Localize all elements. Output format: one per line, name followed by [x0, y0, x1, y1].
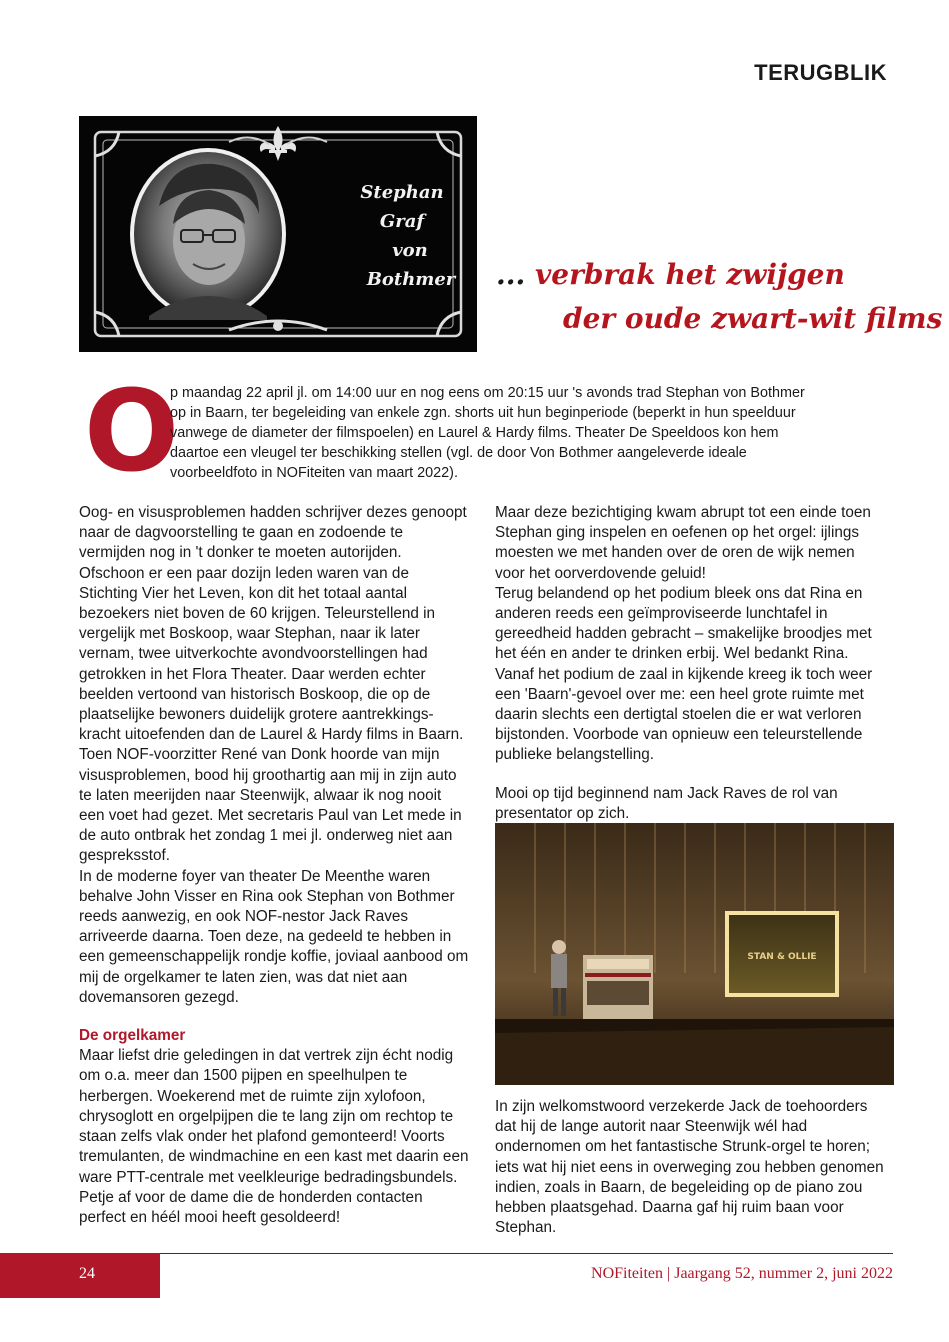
text-line: voorbeeldfoto in NOFiteiten van maart 2022).	[170, 465, 458, 481]
text-line: anderen reeds een geïmproviseerde lunchtafel in	[495, 605, 828, 623]
name-line: Stephan	[360, 182, 444, 203]
name-line: von	[392, 240, 428, 261]
text-line: Stephan.	[495, 1219, 557, 1237]
text-line: dat hij de lange autorit naar Steenwijk wél had	[495, 1118, 808, 1136]
text-line: gereedheid hadden gebracht – smakelijke broodjes met	[495, 625, 872, 643]
name-line: Bothmer	[366, 269, 456, 290]
text-line: bezoekers niet boven de 60 krijgen. Teleurstellend in	[79, 605, 436, 623]
text-line: vanwege de diameter der filmspoelen) en Laurel & Hardy films. Theater De Speeldoos kon hem	[170, 425, 779, 441]
name-line: Graf	[379, 211, 425, 232]
text-line: presentator op zich.	[495, 804, 630, 822]
spacer	[495, 766, 895, 784]
spacer	[79, 1008, 479, 1026]
text-line: vermijden nog in 't donker te moeten autorijden.	[79, 544, 402, 562]
headline-line1: ... verbrak het zwijgen	[496, 258, 845, 291]
section-label: TERUGBLIK	[754, 60, 887, 85]
text-line: het één en ander te drinken erbij. Wel bedankt Rina.	[495, 645, 849, 663]
subheading: De orgelkamer	[79, 1027, 186, 1045]
left-column	[79, 503, 479, 1228]
right-column	[495, 503, 895, 824]
text-line: reeds aanwezig, en ook NOF-nestor Jack Raves	[79, 908, 409, 926]
text-line: plaatselijke bewoners duidelijk grotere aantrekkings-	[79, 706, 434, 724]
right-paragraph-1	[495, 503, 895, 766]
text-line: Petje af voor de dame die de honderden contacten	[79, 1188, 423, 1206]
text-line: visusproblemen, bood hij groothartig aan mij in zijn auto	[79, 766, 457, 784]
text-line: Terug belandend op het podium bleek ons dat Rina en	[495, 584, 863, 602]
text-line: In zijn welkomstwoord verzekerde Jack de toehoorders	[495, 1098, 868, 1115]
title-banner	[79, 116, 477, 352]
left-paragraph-1	[79, 503, 479, 1008]
text-line: daarin slechts een dertigtal stoelen die er wat verloren	[495, 706, 862, 724]
text-line: Mooi op tijd beginnend nam Jack Raves de rol van	[495, 784, 838, 802]
text-line: arriveerde daarna. Toen deze, na gedeeld te hebben in	[79, 928, 452, 946]
text-line: Stichting Vier het Leven, kon dit het totaal aantal	[79, 584, 407, 602]
text-line: herbergen. Woekerend met de ruimte zijn xylofoon,	[79, 1087, 426, 1105]
text-line: In de moderne foyer van theater De Meenthe waren	[79, 867, 431, 885]
text-line: Vanaf het podium de zaal in kijkende kreeg ik toch weer	[495, 665, 873, 683]
text-line: Stephan ging inspelen en oefenen op het orgel: ijlings	[495, 524, 860, 542]
text-line: gespreksstof.	[79, 847, 170, 865]
text-line: getrokken in het Flora Theater. Daar werden echter	[79, 665, 426, 683]
text-line: indien, zoals in Baarn, de begeleiding op de piano zou	[495, 1178, 863, 1196]
photo-caption	[495, 1097, 895, 1238]
publication-info: NOFiteiten | Jaargang 52, nummer 2, juni 2022	[591, 1265, 893, 1282]
left-paragraph-2	[79, 1046, 479, 1228]
text-line: behalve John Visser en Rina ook Stephan von Bothmer	[79, 887, 455, 905]
text-line: chrysoglott en orgelpijpen die te lang zijn om rechtop te	[79, 1107, 454, 1125]
stage-photo-image	[495, 823, 894, 1085]
intro-paragraph	[170, 383, 890, 483]
text-line: bijstonden. Voorbode van opnieuw een teleurstellende	[495, 726, 863, 744]
text-line: de auto ontbrak het zondag 1 mei jl. onderweg niet aan	[79, 827, 453, 845]
text-line: staan zelfs vlak onder het plafond gemonteerd! Voorts	[79, 1128, 445, 1146]
footer-rule	[160, 1253, 893, 1254]
text-line: Oog- en visusproblemen hadden schrijver dezes genoopt	[79, 504, 467, 521]
text-line: kracht uitoefenden dan de Laurel & Hardy films in Baarn.	[79, 726, 464, 744]
text-line: een gemeenschappelijk rondje koffie, joviaal aanbood om	[79, 948, 469, 966]
text-line: hebben plaatsgehad. Daarna gaf hij ruim baan voor	[495, 1199, 844, 1217]
text-line: ware PTT-centrale met veelkleurige bedradingsbundels.	[79, 1168, 458, 1186]
text-line: te laten meerijden naar Steenwijk, alwaar ik nog nooit	[79, 786, 442, 804]
page-number: 24	[79, 1265, 95, 1282]
text-line: op in Baarn, ter begeleiding van enkele zgn. shorts uit hun beginperiode (beperkt in hun speelduur	[170, 405, 796, 421]
text-line: een 'Baarn'-gevoel over me: een heel grote ruimte met	[495, 685, 864, 703]
text-line: p maandag 22 april jl. om 14:00 uur en nog eens om 20:15 uur 's avonds trad Stephan von Bothmer	[170, 385, 805, 401]
text-line: iets wat hij niet eens in overweging zou hebben genomen	[495, 1158, 884, 1176]
text-line: publieke belangstelling.	[495, 746, 655, 764]
text-line: moesten we met handen over de oren de wijk nemen	[495, 544, 855, 562]
text-line: Toen NOF-voorzitter René van Donk hoorde van mijn	[79, 746, 440, 764]
text-line: vernam, twee uitverkochte avondvoorstellingen had	[79, 645, 428, 663]
stage-photo	[495, 823, 894, 1085]
text-line: naar de dagvoorstelling te gaan en zodoende te	[79, 524, 404, 542]
text-line: mij de orgelkamer te laten zien, was dat niet aan	[79, 968, 408, 986]
text-line: Maar deze bezichtiging kwam abrupt tot een einde toen	[495, 504, 871, 521]
right-paragraph-2	[495, 784, 895, 824]
headline-line2: der oude zwart-wit films	[563, 302, 943, 335]
text-line: Ofschoon er een paar dozijn leden waren van de	[79, 564, 409, 582]
text-line: een voet had gezet. Met secretaris Paul van Let mede in	[79, 807, 462, 825]
screen-text: STAN & OLLIE	[747, 952, 817, 962]
text-line: Maar liefst drie geledingen in dat vertrek zijn écht nodig	[79, 1047, 454, 1065]
text-line: ondernomen om het fantastische Strunk-orgel te horen;	[495, 1138, 870, 1156]
drop-cap: O	[84, 367, 180, 497]
text-line: beelden vertoond van historisch Boskoop, die op de	[79, 685, 431, 703]
text-line: perfect en héél mooi heeft gesoldeerd!	[79, 1208, 341, 1226]
text-line: daartoe een vleugel ter beschikking stellen (vgl. de door Von Bothmer aangeleverde ideale	[170, 445, 747, 461]
text-line: tremulanten, de windmachine en een kast met daarin een	[79, 1148, 469, 1166]
banner-name	[347, 178, 457, 294]
text-line: voor het oorverdovende geluid!	[495, 564, 706, 582]
text-line: dovemansoren gezegd.	[79, 988, 239, 1006]
text-line: vergelijk met Boskoop, waar Stephan, naar ik later	[79, 625, 420, 643]
text-line: om o.a. meer dan 1500 pijpen en speelhulpen te	[79, 1067, 408, 1085]
caption-lines	[495, 1097, 895, 1238]
